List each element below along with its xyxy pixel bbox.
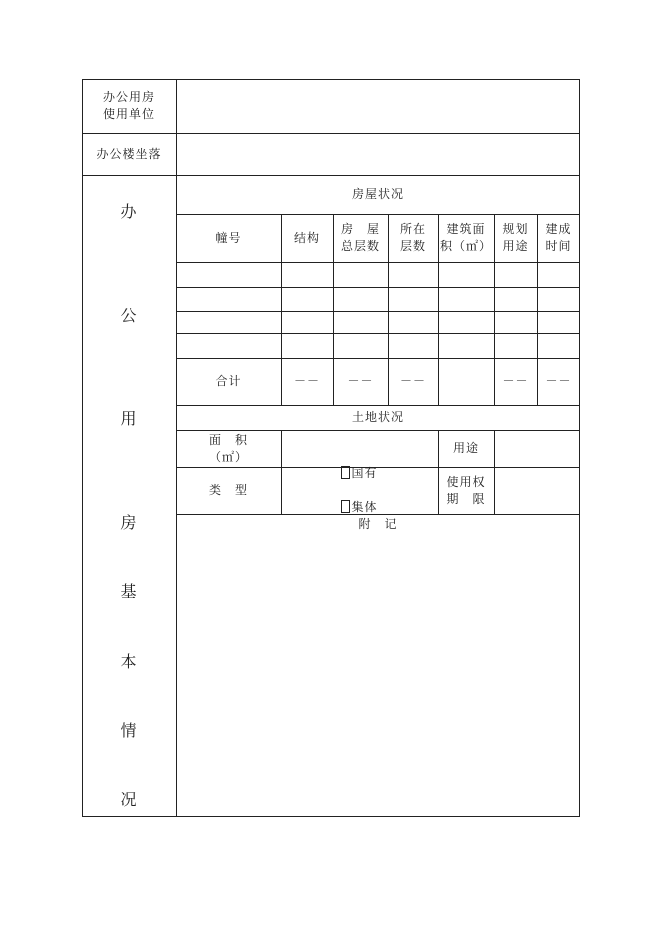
column-header-floor-located: 所在 层数: [399, 222, 426, 253]
line-data-row-3: [176, 333, 580, 334]
house-section-title: 房屋状况: [351, 187, 404, 201]
land-section-title: 土地状况: [351, 410, 404, 424]
border-bottom: [82, 816, 580, 817]
line-data-row-1: [176, 287, 580, 288]
land-type-option-state[interactable]: 国有: [341, 465, 377, 482]
total-cell-structure: －－: [293, 374, 320, 388]
side-title-char: 公: [120, 305, 138, 325]
line-data-row-2: [176, 311, 580, 312]
side-title-char: 基: [120, 581, 138, 601]
land-type-label: 类 型: [208, 483, 248, 497]
border-left: [82, 79, 83, 817]
land-use-label: 用途: [452, 441, 479, 455]
side-title-char: 况: [120, 789, 138, 809]
line-house-header: [176, 262, 580, 263]
land-right-term-label: 使用权 期 限: [446, 474, 486, 506]
column-header-planned-use: 规划 用途: [502, 222, 529, 253]
unit-label: 办公用房 使用单位: [102, 90, 155, 121]
location-label: 办公楼坐落: [96, 146, 162, 161]
side-title-char: 办: [120, 201, 138, 221]
total-cell-total-floors: －－: [347, 374, 374, 388]
land-area-label: 面 积 （㎡）: [208, 432, 248, 464]
land-use-field[interactable]: [495, 431, 579, 467]
total-cell-planned-use: －－: [502, 374, 529, 388]
total-cell-floor-area[interactable]: [438, 358, 494, 405]
notes-label: 附 记: [358, 516, 398, 531]
notes-field[interactable]: [177, 534, 579, 816]
side-title-char: 房: [120, 512, 138, 532]
land-type-options: [281, 467, 438, 514]
land-right-term-field[interactable]: [495, 468, 579, 514]
total-cell-floor-located: －－: [399, 374, 426, 388]
column-header-floor-area: 建筑面 积（㎡）: [439, 222, 492, 253]
office-housing-form: [82, 79, 580, 817]
column-header-total-floors: 房 屋 总层数: [340, 222, 380, 253]
total-cell-build-time: －－: [545, 374, 572, 388]
unit-value-field[interactable]: [177, 80, 579, 133]
checkbox-icon[interactable]: [341, 500, 350, 513]
column-header-building-no: 幢号: [215, 230, 242, 245]
side-title-char: 情: [120, 720, 138, 740]
location-value-field[interactable]: [177, 134, 579, 175]
side-title-char: 用: [120, 408, 138, 428]
column-header-structure: 结构: [293, 230, 320, 245]
total-row-label: 合计: [215, 374, 242, 388]
checkbox-icon[interactable]: [341, 466, 350, 479]
land-type-option-collective[interactable]: 集体: [341, 499, 377, 516]
side-title-char: 本: [120, 651, 138, 671]
column-header-build-time: 建成 时间: [545, 222, 572, 253]
